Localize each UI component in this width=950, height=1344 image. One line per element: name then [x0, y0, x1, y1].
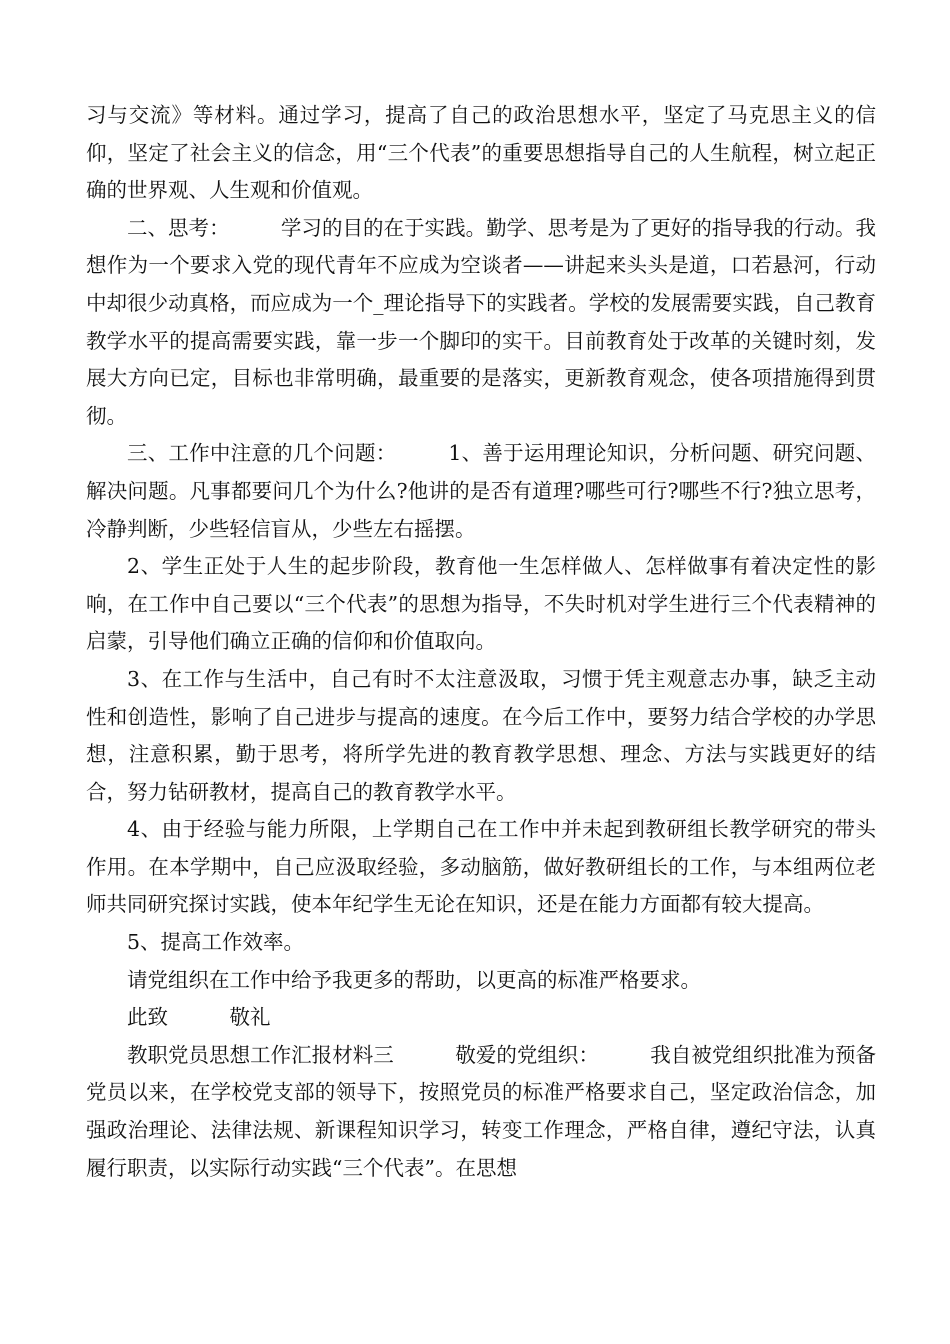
- document-page: [86, 97, 876, 1187]
- paragraph-item-3: 3、在工作与生活中，自己有时不太注意汲取，习惯于凭主观意志办事，缺乏主动性和创造性，影响了自己进步与提高的速度。在今后工作中，要努力结合学校的办学思想，注意积累，勤于思考，将所学先进的教育教学思想、理念、方法与实践更好的结合，努力钻研教材，提高自己的教育教学水平。: [86, 666, 876, 804]
- paragraph-section-thinking: 二、思考： 学习的目的在于实践。勤学、思考是为了更好的指导我的行动。我想作为一个要求入党的现代青年不应成为空谈者——讲起来头头是道，口若悬河，行动中却很少动真格，而应成为一个_理论指导下的实践者。学校的发展需要实践，自己教育教学水平的提高需要实践，靠一步一个脚印的实干。目前教育处于改革的关键时刻，发展大方向已定，目标也非常明确，最重要的是落实，更新教育观念，使各项措施得到贯彻。: [86, 215, 876, 428]
- paragraph-section-work-issues: 三、工作中注意的几个问题： 1、善于运用理论知识，分析问题、研究问题、解决问题。凡事都要问几个为什么?他讲的是否有道理?哪些可行?哪些不行?独立思考，冷静判断，少些轻信盲从，少些左右摇摆。: [86, 441, 876, 541]
- paragraph-item-4: 4、由于经验与能力所限，上学期自己在工作中并未起到教研组长教学研究的带头作用。在本学期中，自己应汲取经验，多动脑筋，做好教研组长的工作，与本组两位老师共同研究探讨实践，使本年纪学生无论在知识，还是在能力方面都有较大提高。: [86, 817, 876, 917]
- paragraph-salutation: 此致 敬礼: [127, 1005, 271, 1030]
- paragraph-report-three: 教职党员思想工作汇报材料三 敬爱的党组织： 我自被党组织批准为预备党员以来，在学校党支部的领导下，按照党员的标准严格要求自己，坚定政治信念，加强政治理论、法律法规、新课程知识学习，转变工作理念，严格自律，遵纪守法，认真履行职责，以实际行动实践“三个代表”。在思想: [86, 1042, 876, 1180]
- paragraph-study-continuation: 习与交流》等材料。通过学习，提高了自己的政治思想水平，坚定了马克思主义的信仰，坚定了社会主义的信念，用“三个代表”的重要思想指导自己的人生航程，树立起正确的世界观、人生观和价值观。: [86, 103, 876, 203]
- paragraph-item-5: 5、提高工作效率。: [127, 930, 305, 955]
- paragraph-item-2: 2、学生正处于人生的起步阶段，教育他一生怎样做人、怎样做事有着决定性的影响，在工作中自己要以“三个代表”的思想为指导，不失时机对学生进行三个代表精神的启蒙，引导他们确立正确的信仰和价值取向。: [86, 554, 876, 654]
- paragraph-request: 请党组织在工作中给予我更多的帮助，以更高的标准严格要求。: [127, 967, 701, 992]
